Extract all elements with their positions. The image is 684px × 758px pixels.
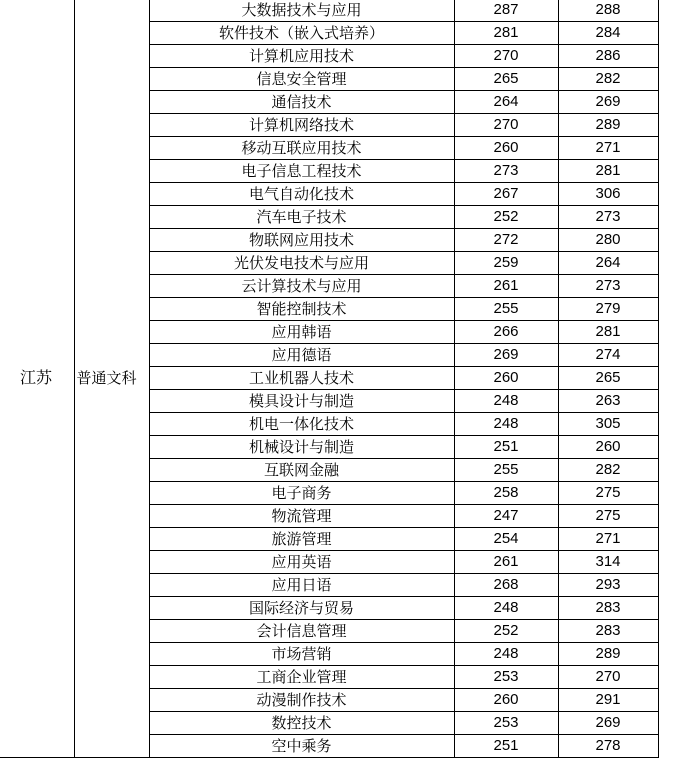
score-a-cell: 265 (454, 68, 558, 91)
score-a-cell: 248 (454, 597, 558, 620)
score-a-cell: 253 (454, 666, 558, 689)
score-a-cell: 269 (454, 344, 558, 367)
score-a-cell: 253 (454, 712, 558, 735)
score-b-cell: 282 (558, 68, 658, 91)
major-cell: 电子信息工程技术 (149, 160, 454, 183)
major-cell: 智能控制技术 (149, 298, 454, 321)
score-b-cell: 263 (558, 390, 658, 413)
score-b-cell: 280 (558, 229, 658, 252)
score-a-cell: 287 (454, 0, 558, 22)
major-cell: 应用英语 (149, 551, 454, 574)
score-b-cell: 275 (558, 505, 658, 528)
major-cell: 电子商务 (149, 482, 454, 505)
score-b-cell: 281 (558, 321, 658, 344)
score-a-cell: 261 (454, 275, 558, 298)
score-b-cell: 286 (558, 45, 658, 68)
score-b-cell: 284 (558, 22, 658, 45)
score-b-cell: 269 (558, 712, 658, 735)
score-b-cell: 283 (558, 620, 658, 643)
score-b-cell: 289 (558, 114, 658, 137)
major-cell: 会计信息管理 (149, 620, 454, 643)
score-a-cell: 260 (454, 367, 558, 390)
score-b-cell: 269 (558, 91, 658, 114)
score-a-cell: 266 (454, 321, 558, 344)
score-a-cell: 247 (454, 505, 558, 528)
major-cell: 动漫制作技术 (149, 689, 454, 712)
score-a-cell: 248 (454, 643, 558, 666)
score-a-cell: 255 (454, 459, 558, 482)
major-cell: 模具设计与制造 (149, 390, 454, 413)
score-a-cell: 281 (454, 22, 558, 45)
major-cell: 计算机应用技术 (149, 45, 454, 68)
score-b-cell: 260 (558, 436, 658, 459)
score-b-cell: 270 (558, 666, 658, 689)
score-b-cell: 274 (558, 344, 658, 367)
score-b-cell: 306 (558, 183, 658, 206)
major-cell: 工商企业管理 (149, 666, 454, 689)
score-a-cell: 268 (454, 574, 558, 597)
category-cell: 普通文科 (74, 0, 149, 758)
score-a-cell: 251 (454, 436, 558, 459)
major-cell: 机械设计与制造 (149, 436, 454, 459)
score-a-cell: 270 (454, 45, 558, 68)
major-cell: 光伏发电技术与应用 (149, 252, 454, 275)
major-cell: 电气自动化技术 (149, 183, 454, 206)
major-cell: 数控技术 (149, 712, 454, 735)
score-a-cell: 272 (454, 229, 558, 252)
score-b-cell: 264 (558, 252, 658, 275)
score-b-cell: 314 (558, 551, 658, 574)
score-b-cell: 265 (558, 367, 658, 390)
major-cell: 工业机器人技术 (149, 367, 454, 390)
score-b-cell: 293 (558, 574, 658, 597)
score-a-cell: 255 (454, 298, 558, 321)
score-b-cell: 275 (558, 482, 658, 505)
major-cell: 信息安全管理 (149, 68, 454, 91)
major-cell: 移动互联应用技术 (149, 137, 454, 160)
score-b-cell: 305 (558, 413, 658, 436)
score-a-cell: 252 (454, 206, 558, 229)
score-a-cell: 248 (454, 390, 558, 413)
major-cell: 汽车电子技术 (149, 206, 454, 229)
score-b-cell: 288 (558, 0, 658, 22)
table-row (0, 0, 658, 22)
score-a-cell: 252 (454, 620, 558, 643)
score-b-cell: 283 (558, 597, 658, 620)
major-cell: 市场营销 (149, 643, 454, 666)
major-cell: 应用日语 (149, 574, 454, 597)
score-b-cell: 273 (558, 275, 658, 298)
major-cell: 应用韩语 (149, 321, 454, 344)
province-cell: 江苏 (0, 0, 74, 758)
score-b-cell: 289 (558, 643, 658, 666)
score-a-cell: 273 (454, 160, 558, 183)
score-a-cell: 251 (454, 735, 558, 758)
score-b-cell: 282 (558, 459, 658, 482)
major-cell: 物流管理 (149, 505, 454, 528)
score-a-cell: 258 (454, 482, 558, 505)
score-a-cell: 264 (454, 91, 558, 114)
score-a-cell: 248 (454, 413, 558, 436)
score-a-cell: 261 (454, 551, 558, 574)
major-cell: 国际经济与贸易 (149, 597, 454, 620)
major-cell: 应用德语 (149, 344, 454, 367)
score-b-cell: 281 (558, 160, 658, 183)
score-b-cell: 271 (558, 137, 658, 160)
score-a-cell: 259 (454, 252, 558, 275)
score-b-cell: 279 (558, 298, 658, 321)
major-cell: 云计算技术与应用 (149, 275, 454, 298)
major-cell: 物联网应用技术 (149, 229, 454, 252)
score-b-cell: 273 (558, 206, 658, 229)
score-b-cell: 291 (558, 689, 658, 712)
score-a-cell: 267 (454, 183, 558, 206)
major-cell: 互联网金融 (149, 459, 454, 482)
major-cell: 通信技术 (149, 91, 454, 114)
major-cell: 机电一体化技术 (149, 413, 454, 436)
score-b-cell: 278 (558, 735, 658, 758)
score-a-cell: 260 (454, 689, 558, 712)
score-a-cell: 254 (454, 528, 558, 551)
major-cell: 旅游管理 (149, 528, 454, 551)
major-cell: 空中乘务 (149, 735, 454, 758)
score-a-cell: 270 (454, 114, 558, 137)
major-cell: 软件技术（嵌入式培养） (149, 22, 454, 45)
major-cell: 计算机网络技术 (149, 114, 454, 137)
score-a-cell: 260 (454, 137, 558, 160)
score-b-cell: 271 (558, 528, 658, 551)
major-cell: 大数据技术与应用 (149, 0, 454, 22)
